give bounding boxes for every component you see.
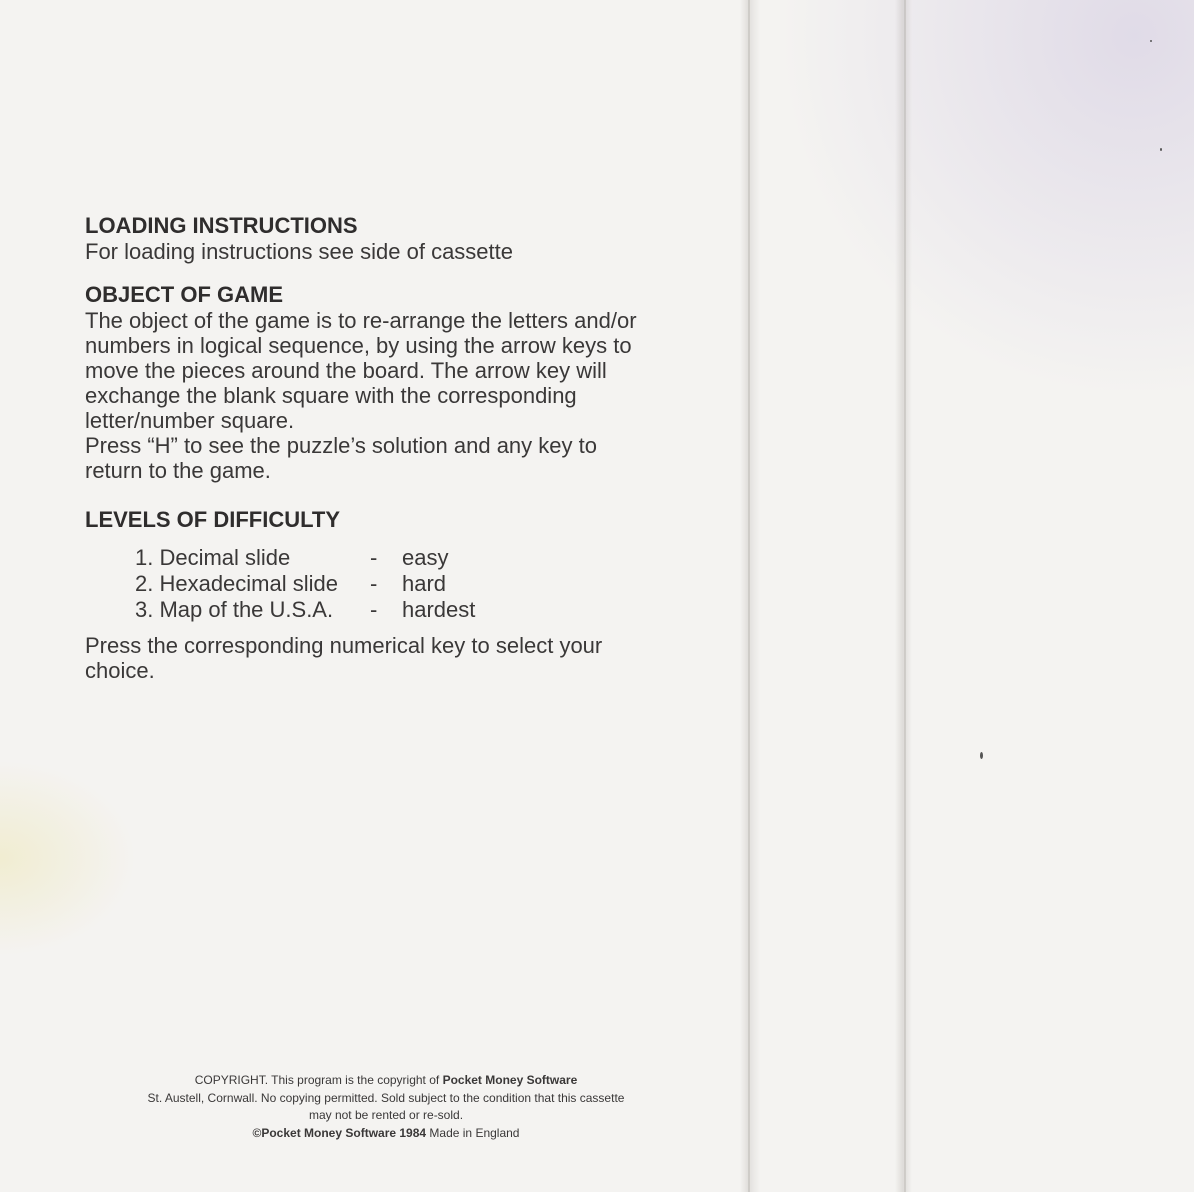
level-dash: -: [370, 597, 378, 622]
copyright-prefix: COPYRIGHT. This program is the copyright of: [194, 1073, 443, 1087]
loading-text: For loading instructions see side of cassette: [85, 239, 514, 264]
level-item: [135, 597, 725, 623]
copyright-line-2: St. Austell, Cornwall. No copying permitted. Sold subject to the condition that this cassette: [147, 1090, 625, 1105]
level-item: [135, 545, 725, 571]
instructions-panel: [85, 213, 725, 683]
choice-paragraph: [85, 633, 725, 683]
copyright-line-4: [86, 1125, 686, 1143]
level-name: 1. Decimal slide: [135, 545, 291, 570]
made-in: Made in England: [426, 1125, 520, 1140]
object-line: return to the game.: [85, 458, 271, 483]
paper-speck: [1160, 148, 1162, 151]
copyright-line-1: [86, 1072, 686, 1090]
publisher-name: Pocket Money Software: [442, 1073, 578, 1087]
loading-section: [85, 213, 725, 264]
levels-list: [135, 545, 725, 623]
level-dash: -: [370, 545, 378, 570]
object-line: letter/number square.: [85, 408, 295, 433]
object-line: exchange the blank square with the corresponding: [85, 383, 577, 408]
level-dash: -: [370, 571, 378, 596]
object-paragraph: [85, 308, 725, 483]
level-item: [135, 571, 725, 597]
object-line: numbers in logical sequence, by using the arrow keys to: [85, 333, 632, 358]
copyright-footer: [86, 1072, 686, 1142]
choice-line: choice.: [85, 658, 155, 683]
level-name: 3. Map of the U.S.A.: [135, 597, 334, 622]
paper-speck: [1150, 40, 1152, 42]
object-line: Press “H” to see the puzzle’s solution and any key to: [85, 433, 597, 458]
level-difficulty: easy: [402, 545, 449, 570]
level-difficulty: hard: [402, 571, 447, 596]
object-section: [85, 282, 725, 483]
paper-speck: [980, 752, 983, 759]
fold-line-right: [904, 0, 906, 1192]
copyright-line-3: may not be rented or re-sold.: [308, 1108, 464, 1122]
object-heading: OBJECT OF GAME: [85, 282, 284, 307]
fold-line-left: [748, 0, 750, 1192]
loading-heading: LOADING INSTRUCTIONS: [85, 213, 358, 238]
level-name: 2. Hexadecimal slide: [135, 571, 338, 596]
levels-section: [85, 507, 725, 683]
choice-line: Press the corresponding numerical key to select your: [85, 633, 603, 658]
levels-heading: LEVELS OF DIFFICULTY: [85, 507, 341, 532]
copyright-year: ©Pocket Money Software 1984: [252, 1125, 427, 1140]
object-line: The object of the game is to re-arrange the letters and/or: [85, 308, 637, 333]
object-line: move the pieces around the board. The arrow key will: [85, 358, 607, 383]
level-difficulty: hardest: [402, 597, 476, 622]
